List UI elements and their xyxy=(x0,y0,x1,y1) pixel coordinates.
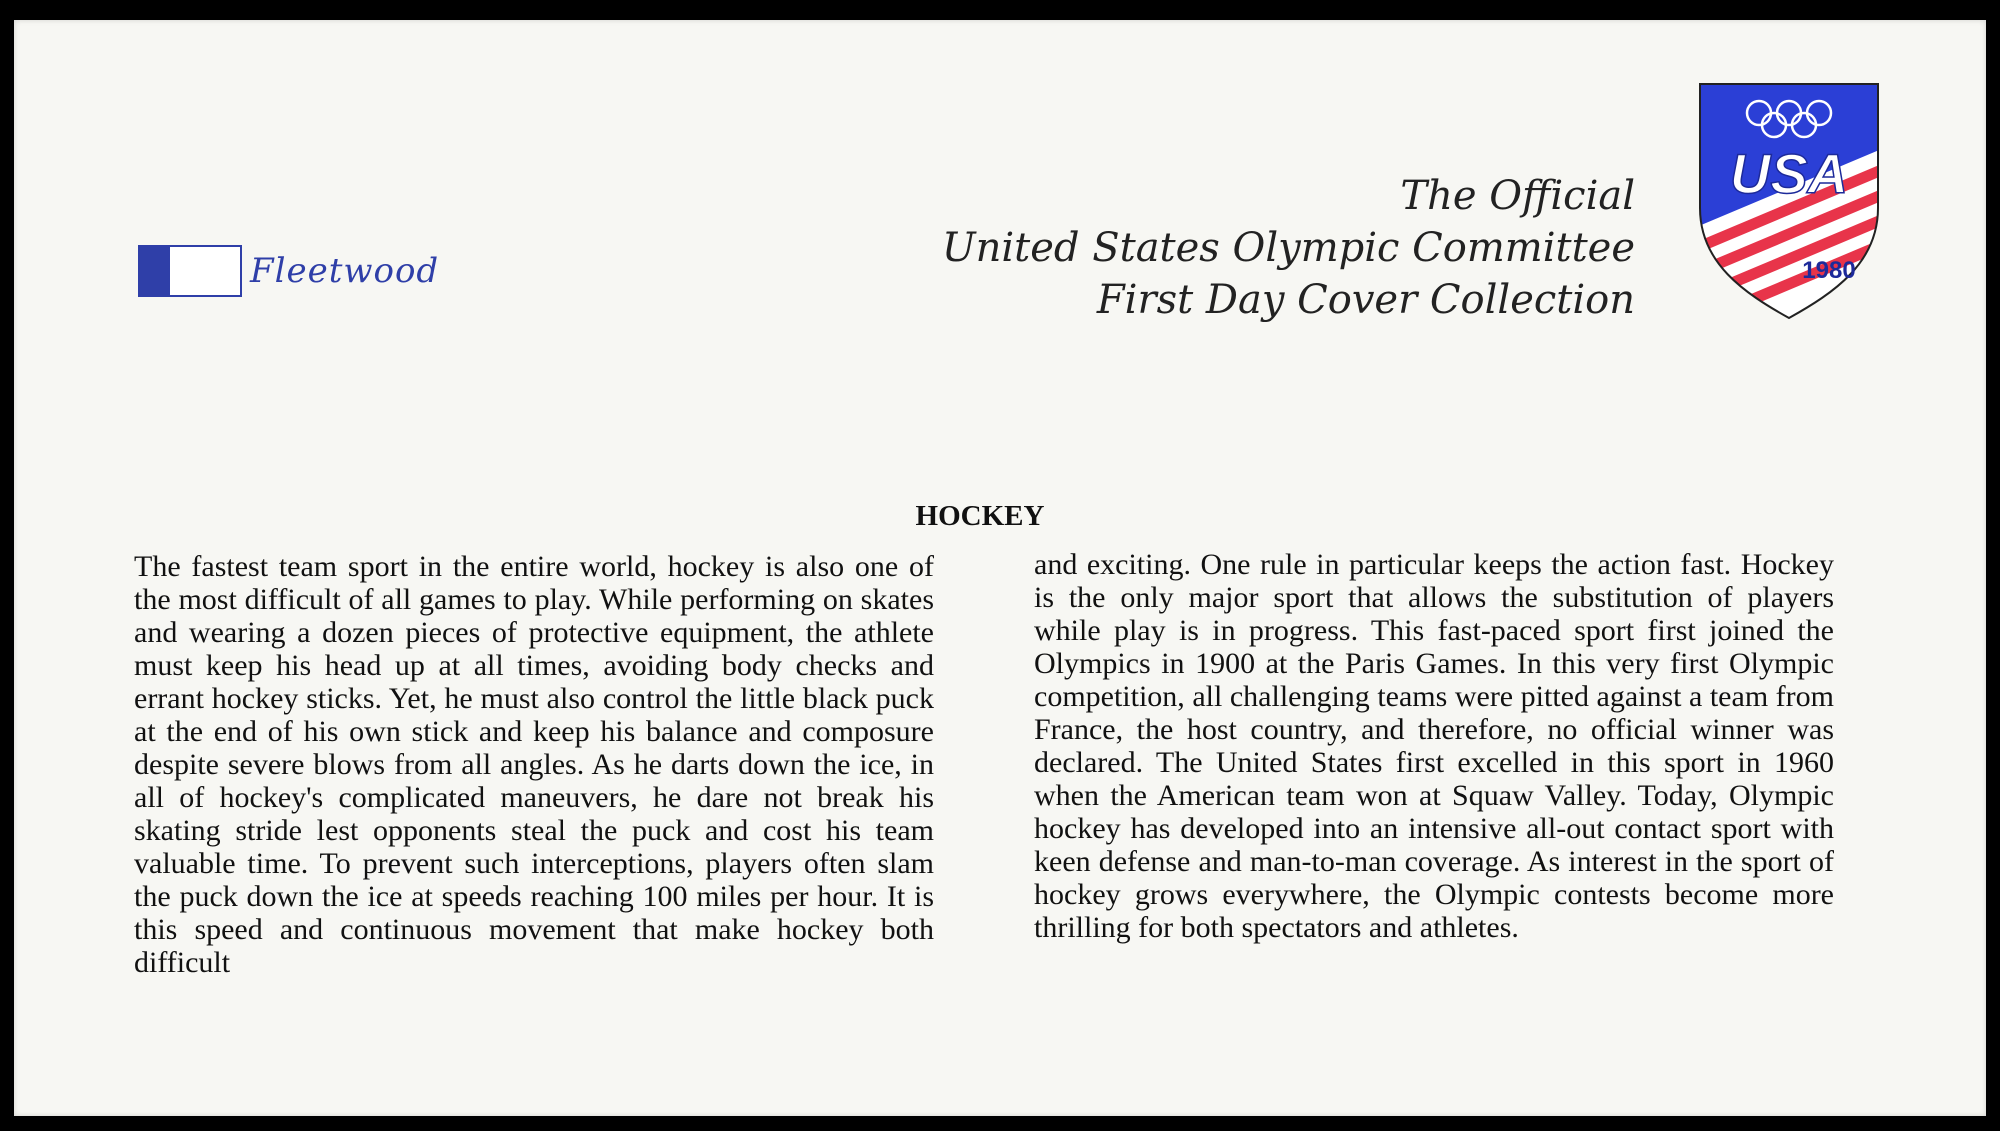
cover-card xyxy=(14,20,1986,1116)
article-column-left: The fastest team sport in the entire world, hockey is also one of the most difficult of all games to play. While performing on skates and wearing a dozen pieces of protective equipment, the athlete must keep his head up at all times, avoiding body checks and errant hockey sticks. Yet, he must also control the little black puck at the end of his own stick and keep his balance and composure despite severe blows from all angles. As he darts down the ice, in all of hockey's complicated maneuvers, he dare not break his skating stride lest opponents steal the puck and cost his team valuable time. To prevent such interceptions, players often slam the puck down the ice at speeds reaching 100 miles per hour. It is this speed and continuous movement that make hockey both difficult xyxy=(134,550,934,979)
emblem-year: 1980 xyxy=(1802,257,1856,284)
fleetwood-logo xyxy=(138,245,439,297)
article-title: HOCKEY xyxy=(915,500,1045,532)
heading-line-3: First Day Cover Collection xyxy=(1096,277,1635,323)
emblem-wordmark: USA xyxy=(1729,142,1849,205)
heading-line-1: The Official xyxy=(1400,173,1635,219)
heading-line-2: United States Olympic Committee xyxy=(941,225,1635,271)
brand-name: Fleetwood xyxy=(250,251,440,291)
usa-olympic-shield-emblem xyxy=(1694,78,1884,328)
article-column-right: and exciting. One rule in particular keeps the action fast. Hockey is the only major sport that allows the substitution of players while play is in progress. This fast-paced sport first joined the Olympics in 1900 at the Paris Games. In this very first Olympic competition, all challenging teams were pitted against a team from France, the host country, and therefore, no official winner was declared. The United States first excelled in this sport in 1960 when the American team won at Squaw Valley. Today, Olympic hockey has developed into an intensive all-out contact sport with keen defense and man-to-man coverage. As interest in the sport of hockey grows everywhere, the Olympic contests become more thrilling for both spectators and athletes. xyxy=(1034,548,1834,944)
fleetwood-box-icon xyxy=(138,245,242,297)
collection-heading xyxy=(942,170,1635,326)
